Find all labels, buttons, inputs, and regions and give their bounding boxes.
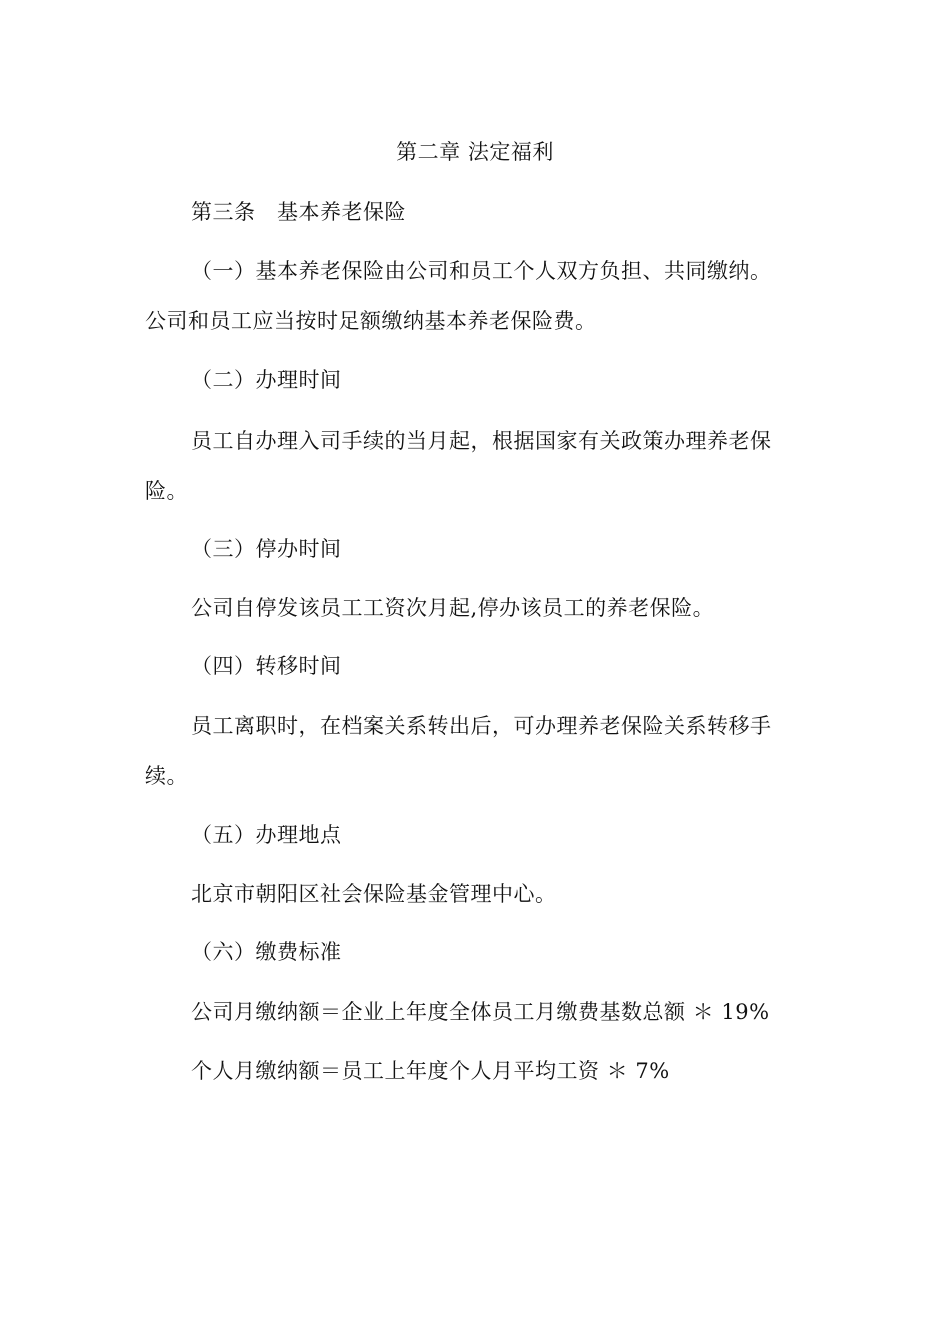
formula-individual: 个人月缴纳额＝员工上年度个人月平均工资 ＊ 7% <box>191 1059 670 1083</box>
paragraph-2-line-2: 险。 <box>145 479 188 503</box>
paragraph-1-line-1: （一）基本养老保险由公司和员工个人双方负担、共同缴纳。 <box>191 259 772 283</box>
section-heading-2: （二）办理时间 <box>191 368 342 392</box>
section-heading-3: （三）停办时间 <box>191 537 342 561</box>
section-heading-5: （五）办理地点 <box>191 823 342 847</box>
paragraph-4-line-2: 续。 <box>145 764 188 788</box>
paragraph-2-line-1: 员工自办理入司手续的当月起，根据国家有关政策办理养老保 <box>191 429 772 453</box>
paragraph-3-line-1: 公司自停发该员工工资次月起,停办该员工的养老保险。 <box>191 596 715 620</box>
article-title: 第三条 基本养老保险 <box>191 200 406 224</box>
section-heading-4: （四）转移时间 <box>191 654 342 678</box>
paragraph-4-line-1: 员工离职时，在档案关系转出后，可办理养老保险关系转移手 <box>191 714 772 738</box>
section-heading-6: （六）缴费标准 <box>191 940 342 964</box>
paragraph-1-line-2: 公司和员工应当按时足额缴纳基本养老保险费。 <box>145 309 597 333</box>
paragraph-5-line-1: 北京市朝阳区社会保险基金管理中心。 <box>191 882 557 906</box>
formula-company: 公司月缴纳额＝企业上年度全体员工月缴费基数总额 ＊ 19% <box>191 1000 770 1024</box>
chapter-title: 第二章 法定福利 <box>396 140 554 164</box>
